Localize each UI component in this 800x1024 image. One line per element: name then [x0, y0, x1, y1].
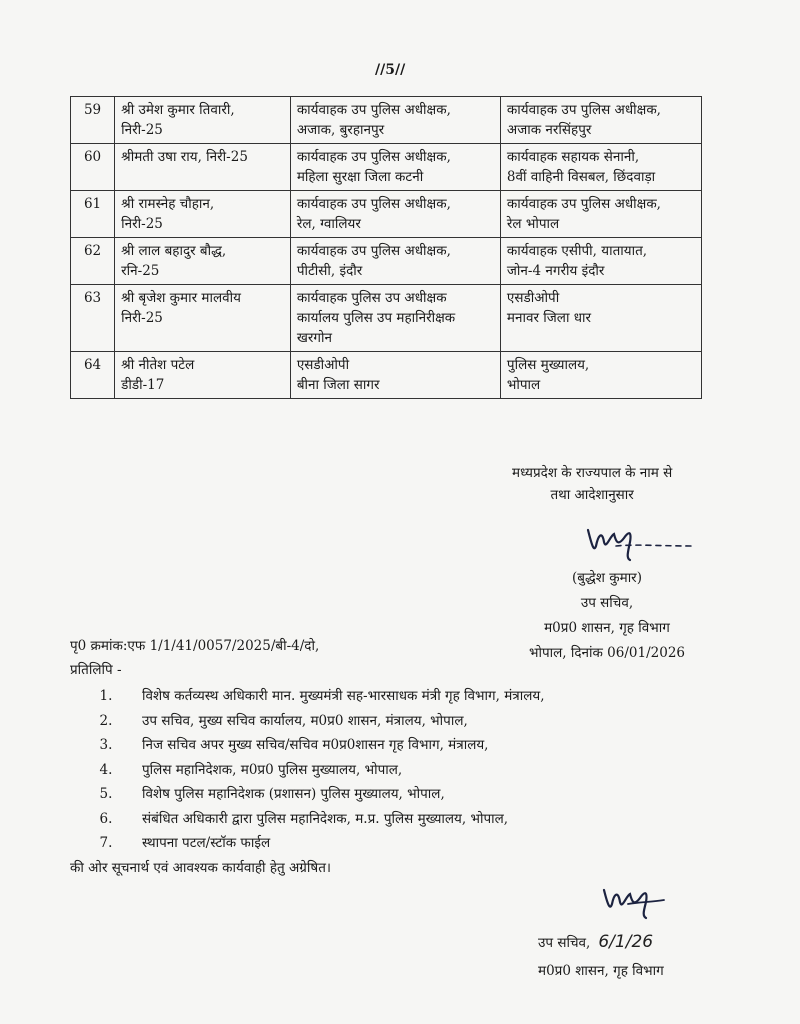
signer2-department: म0प्र0 शासन, गृह विभाग — [538, 963, 664, 979]
list-item: 7. स्थापना पटल/स्टॉक फाईल — [99, 835, 271, 851]
row-number: 60 — [71, 144, 115, 191]
current-posting: कार्यवाहक उप पुलिस अधीक्षक, पीटीसी, इंदौर — [290, 238, 500, 285]
recipient-list — [70, 684, 545, 856]
list-item: 4. पुलिस महानिदेशक, म0प्र0 पुलिस मुख्यालय, भोपाल, — [99, 761, 403, 778]
list-item: 3. निज सचिव अपर मुख्य सचिव/सचिव म0प्र0शासन गृह विभाग, मंत्रालय, — [99, 737, 489, 753]
row-number: 64 — [71, 352, 115, 399]
current-posting: कार्यवाहक पुलिस उप अधीक्षक कार्यालय पुलिस उप महानिरीक्षक खरगोन — [290, 285, 500, 352]
row-number: 63 — [71, 285, 115, 352]
signer-designation: उप सचिव, — [580, 595, 634, 611]
officer-name: श्री रामस्नेह चौहान, निरी-25 — [115, 191, 291, 238]
row-number: 62 — [71, 238, 115, 285]
row-number: 59 — [71, 97, 115, 144]
closing-line: की ओर सूचनार्थ एवं आवश्यक कार्यवाही हेतु अग्रेषित। — [70, 860, 332, 876]
table-row — [71, 97, 702, 144]
officer-name: श्री लाल बहादुर बौद्ध, रनि-25 — [115, 238, 291, 285]
page-number: //5// — [375, 62, 406, 78]
signer-name: (बुद्धेश कुमार) — [572, 570, 642, 586]
signer-block — [522, 566, 692, 666]
handwritten-date: 6/1/26 — [598, 932, 654, 952]
signer-department: म0प्र0 शासन, गृह विभाग — [544, 620, 670, 636]
current-posting: कार्यवाहक उप पुलिस अधीक्षक, रेल, ग्वालियर — [290, 191, 500, 238]
copy-label: प्रतिलिपि - — [70, 662, 122, 678]
officer-name: श्रीमती उषा राय, निरी-25 — [115, 144, 291, 191]
table-row — [71, 352, 702, 399]
order-line-2: तथा आदेशानुसार — [550, 487, 634, 503]
reference-number: पृ0 क्रमांक:एफ 1/1/41/0057/2025/बी-4/दो, — [70, 638, 320, 654]
new-posting: एसडीओपी मनावर जिला धार — [500, 285, 701, 352]
current-posting: कार्यवाहक उप पुलिस अधीक्षक, महिला सुरक्षा जिला कटनी — [290, 144, 500, 191]
table-row — [71, 144, 702, 191]
signer2-designation: उप सचिव, — [538, 935, 591, 951]
officer-name: श्री नीतेश पटेल डीडी-17 — [115, 352, 291, 399]
list-item: 5. विशेष पुलिस महानिदेशक (प्रशासन) पुलिस मुख्यालय, भोपाल, — [99, 786, 445, 802]
signature-icon — [598, 880, 668, 924]
new-posting: कार्यवाहक सहायक सेनानी, 8वीं वाहिनी विसबल, छिंदवाड़ा — [500, 144, 701, 191]
current-posting: एसडीओपी बीना जिला सागर — [290, 352, 500, 399]
new-posting: पुलिस मुख्यालय, भोपाल — [500, 352, 701, 399]
new-posting: कार्यवाहक उप पुलिस अधीक्षक, रेल भोपाल — [500, 191, 701, 238]
signer-place-date: भोपाल, दिनांक 06/01/2026 — [528, 645, 685, 661]
current-posting: कार्यवाहक उप पुलिस अधीक्षक, अजाक, बुरहानपुर — [290, 97, 500, 144]
row-number: 61 — [71, 191, 115, 238]
signer2-block — [538, 928, 728, 985]
table-row — [71, 285, 702, 352]
list-item: 2. उप सचिव, मुख्य सचिव कार्यालय, म0प्र0 शासन, मंत्रालय, भोपाल, — [99, 712, 468, 729]
table-row — [71, 191, 702, 238]
officer-name: श्री उमेश कुमार तिवारी, निरी-25 — [115, 97, 291, 144]
list-item: 1. विशेष कर्तव्यस्थ अधिकारी मान. मुख्यमंत्री सह-भारसाधक मंत्री गृह विभाग, मंत्रालय, — [99, 688, 545, 704]
list-item: 6. संबंधित अधिकारी द्वारा पुलिस महानिदेशक, म.प्र. पुलिस मुख्यालय, भोपाल, — [99, 810, 509, 827]
new-posting: कार्यवाहक उप पुलिस अधीक्षक, अजाक नरसिंहपुर — [500, 97, 701, 144]
transfer-table — [70, 96, 702, 399]
officer-name: श्री बृजेश कुमार मालवीय निरी-25 — [115, 285, 291, 352]
governor-order — [512, 462, 672, 506]
table-row — [71, 238, 702, 285]
new-posting: कार्यवाहक एसीपी, यातायात, जोन-4 नगरीय इंदौर — [500, 238, 701, 285]
order-line-1: मध्यप्रदेश के राज्यपाल के नाम से — [512, 465, 673, 481]
signature-icon — [580, 516, 700, 570]
